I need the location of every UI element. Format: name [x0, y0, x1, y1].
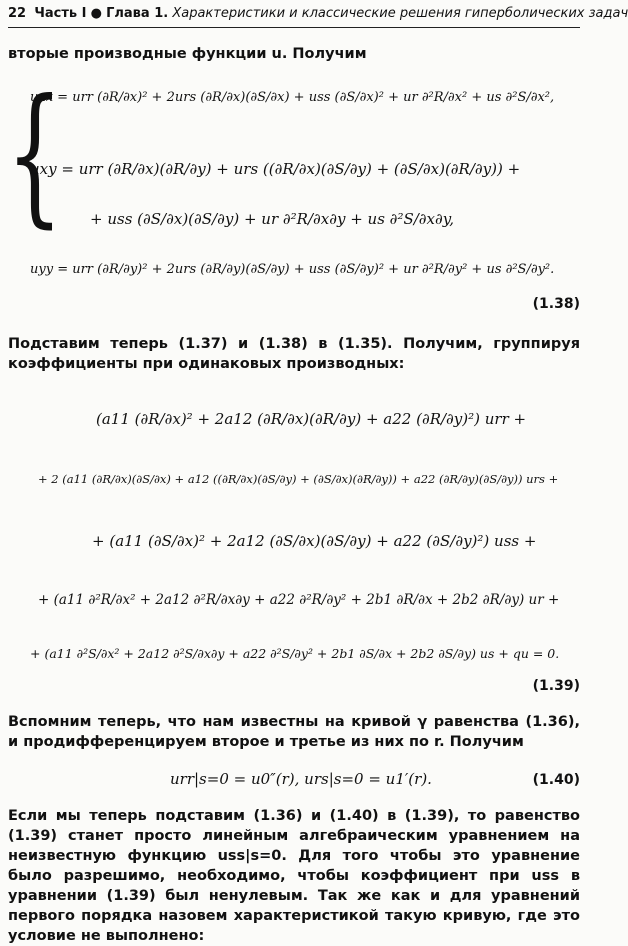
paragraph-1: вторые производные функции u. Получим [8, 46, 367, 62]
header-bullet: ● [90, 6, 102, 21]
eq139-line2: + 2 (a11 (∂R/∂x)(∂S/∂x) + a12 ((∂R/∂x)(∂S/∂y) + (∂S/∂x)(∂R/∂y)) + a22 (∂R/∂y)(∂S/∂y)) urs + [38, 472, 559, 486]
eq138-line1: uxx = urr (∂R/∂x)² + 2urs (∂R/∂x)(∂S/∂x) + uss (∂S/∂x)² + ur ∂²R/∂x² + us ∂²S/∂x², [30, 90, 555, 105]
eq139-label: (1.39) [532, 678, 580, 694]
page-number: 22 [8, 6, 27, 21]
eq140-line1: urr|s=0 = u0″(r), urs|s=0 = u1′(r). [170, 770, 432, 788]
eq140-label: (1.40) [532, 772, 580, 788]
eq139-line5: + (a11 ∂²S/∂x² + 2a12 ∂²S/∂x∂y + a22 ∂²S/∂y² + 2b1 ∂S/∂x + 2b2 ∂S/∂y) us + qu = 0. [30, 646, 560, 661]
running-header [8, 6, 628, 26]
paragraph-2: Подставим теперь (1.37) и (1.38) в (1.35). Получим, группируя коэффициенты при одинаковых производных: [8, 336, 580, 372]
chapter-title: Характеристики и классические решения гиперболических задач [172, 6, 628, 21]
system-brace: { [6, 68, 64, 242]
eq138-label: (1.38) [532, 296, 580, 312]
part-label: Часть I [34, 6, 87, 21]
eq139-line4: + (a11 ∂²R/∂x² + 2a12 ∂²R/∂x∂y + a22 ∂²R/∂y² + 2b1 ∂R/∂x + 2b2 ∂R/∂y) ur + [38, 592, 560, 608]
eq138-line3: + uss (∂S/∂x)(∂S/∂y) + ur ∂²R/∂x∂y + us ∂²S/∂x∂y, [90, 210, 455, 228]
header-rule [8, 27, 580, 28]
paragraph-3: Вспомним теперь, что нам известны на кривой γ равенства (1.36), и продифференцируем второе и третье из них по r. Получим [8, 714, 580, 750]
paragraph-4: Если мы теперь подставим (1.36) и (1.40) в (1.39), то равенство (1.39) станет просто линейным алгебраическим уравнением на неизвестную функцию uss|s=0. Для того чтобы это уравнение было разрешимо, необходимо, чтобы коэффициент при uss в уравнении (1.39) был ненулевым. Так же как и для уравнений первого порядка назовем характеристикой такую кривую, где это условие не выполнено: [8, 808, 580, 944]
eq139-line3: + (a11 (∂S/∂x)² + 2a12 (∂S/∂x)(∂S/∂y) + a22 (∂S/∂y)²) uss + [92, 532, 537, 550]
eq138-line2: uxy = urr (∂R/∂x)(∂R/∂y) + urs ((∂R/∂x)(∂S/∂y) + (∂S/∂x)(∂R/∂y)) + [30, 160, 521, 178]
eq139-line1: (a11 (∂R/∂x)² + 2a12 (∂R/∂x)(∂R/∂y) + a22 (∂R/∂y)²) urr + [96, 410, 527, 428]
chapter-label: Глава 1. [106, 6, 169, 21]
eq138-line4: uyy = urr (∂R/∂y)² + 2urs (∂R/∂y)(∂S/∂y) + uss (∂S/∂y)² + ur ∂²R/∂y² + us ∂²S/∂y². [30, 262, 555, 277]
